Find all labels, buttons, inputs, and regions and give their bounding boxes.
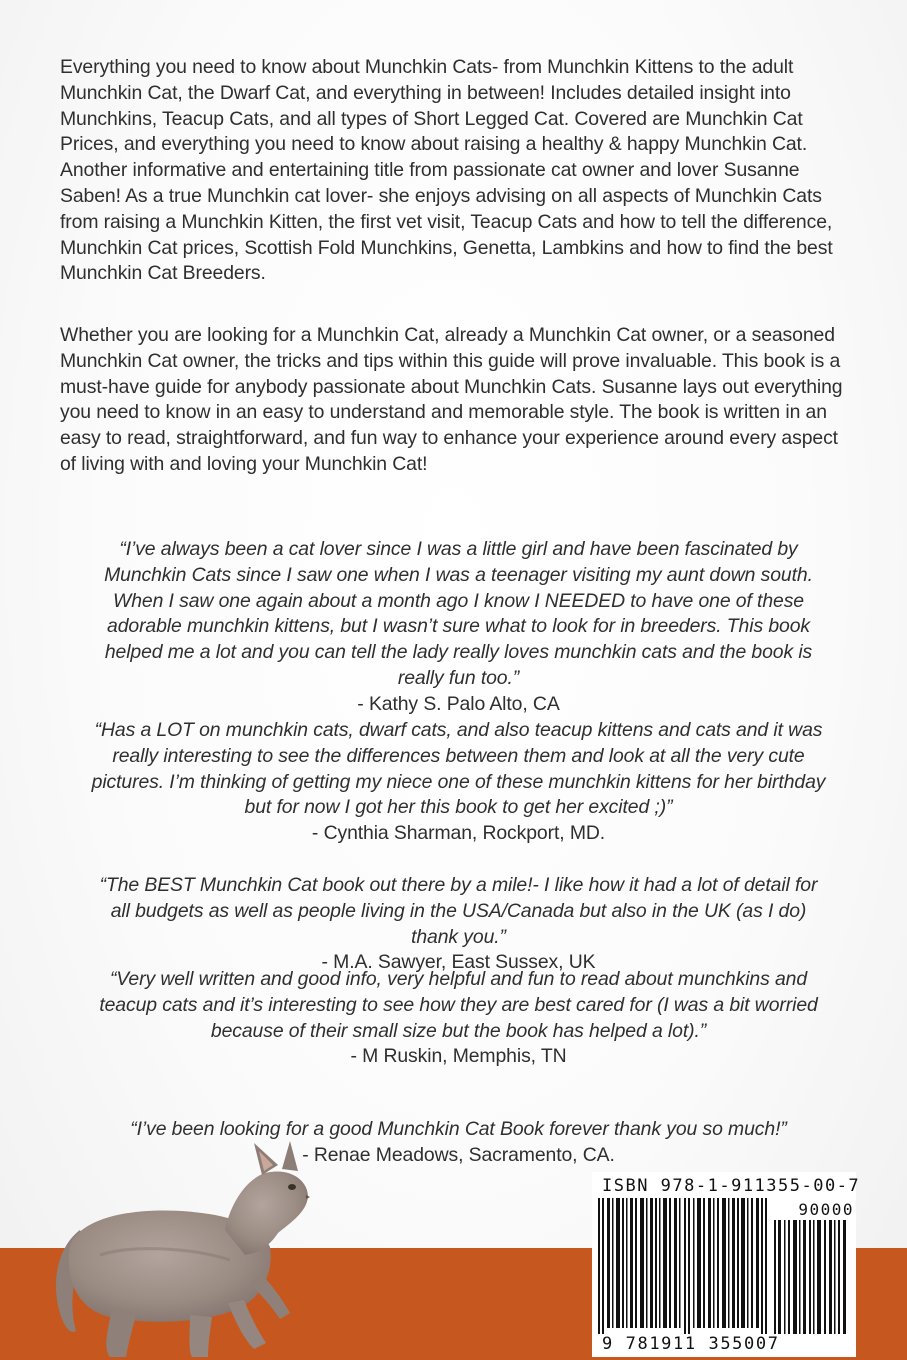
barcode-ean-digits: 9 781911 355007 [602,1334,780,1354]
isbn-label: ISBN 978-1-911355-00-7 [602,1176,861,1196]
review-quote: “Has a LOT on munchkin cats, dwarf cats, and also teacup kittens and cats and it was really interesting to see the differences between them and look at all the very cute pictures. I’m thinking of getting my niece one of these munchkin kittens for her birthday but for now I got her this book to get her excited ;)” [91,719,826,819]
review-author: - Renae Meadows, Sacramento, CA. [302,1143,615,1166]
isbn-barcode-box [592,1172,861,1357]
review-quote: “I’ve been looking for a good Munchkin Cat Book forever thank you so much!” [130,1118,787,1140]
barcode-bars [598,1198,850,1334]
review-quote: “The BEST Munchkin Cat book out there by a mile!- I like how it had a lot of detail for all budgets as well as people living in the USA/Canada but also in the UK (as I do) thank you.” [99,874,818,948]
review-author: - M Ruskin, Memphis, TN [350,1045,567,1068]
barcode-addon-digits: 90000 [798,1200,854,1219]
review-quote: “I’ve always been a cat lover since I was a little girl and have been fascinated by Munchkin Cats since I saw one when I was a teenager visiting my aunt down south. When I saw one again about a month ago I know I NEEDED to have one of these adorable munchkin kittens, but I wasn’t sure what to look for in breeders. This book helped me a lot and you can tell the lady really loves munchkin cats and the book is really fun too.” [104,538,813,689]
review-quote: “Very well written and good info, very helpful and fun to read about munchkins and teacup cats and it’s interesting to see how they are best cared for (I was a bit worried because of their small size but the book has helped a lot).” [99,968,818,1042]
review-author: - M.A. Sawyer, East Sussex, UK [321,951,596,974]
description-paragraph-1: Everything you need to know about Munchkin Cats- from Munchkin Kittens to the adult Munchkin Cat, the Dwarf Cat, and everything in between! Includes detailed insight into Munchkins, Teacup Cats, and all types of Short Legged Cat. Covered are Munchkin Cat Prices, and everything you need to know about raising a healthy & happy Munchkin Cat. Another informative and entertaining title from passionate cat owner and lover Susanne Saben! As a true Munchkin cat lover- she enjoys advising on all aspects of Munchkin Cats from raising a Munchkin Kitten, the first vet visit, Teacup Cats and how to tell the difference, Munchkin Cat prices, Scottish Fold Munchkins, Genetta, Lambkins and how to find the best Munchkin Cat Breeders. [60,56,833,285]
review-3 [90,873,827,976]
description-paragraph-2: Whether you are looking for a Munchkin Cat, already a Munchkin Cat owner, or a seasoned Munchkin Cat owner, the tricks and tips within this guide will prove invaluable. This book is a must-have guide for anybody passionate about Munchkin Cats. Susanne lays out everything you need to know in an easy to understand and memorable style. The book is written in an easy to read, straightforward, and fun way to enhance your experience around every aspect of living with and loving your Munchkin Cat! [60,324,843,475]
munchkin-cat-illustration [40,1135,320,1360]
review-1 [90,537,827,718]
review-2 [90,718,827,847]
review-4 [90,967,827,1070]
review-author: - Kathy S. Palo Alto, CA [357,692,560,715]
review-author: - Cynthia Sharman, Rockport, MD. [311,822,606,845]
